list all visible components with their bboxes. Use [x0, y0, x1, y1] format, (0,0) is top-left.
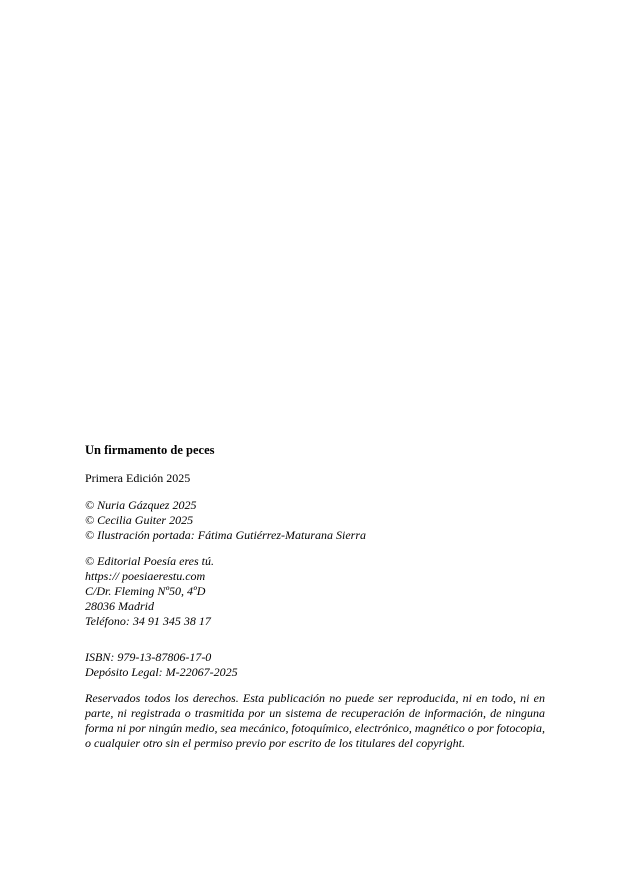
isbn-block: [85, 650, 545, 680]
publisher-name-line: © Editorial Poesía eres tú.: [85, 554, 214, 568]
book-title: Un firmamento de peces: [85, 443, 215, 457]
copyright-author-line: © Cecilia Guiter 2025: [85, 513, 194, 527]
colophon-text-block: [85, 443, 545, 751]
isbn-line: ISBN: 979-13-87806-17-0: [85, 650, 212, 664]
edition-line: Primera Edición 2025: [85, 471, 191, 485]
publisher-block: [85, 554, 545, 629]
copyright-author-line: © Nuria Gázquez 2025: [85, 498, 197, 512]
copyright-illustration-line: © Ilustración portada: Fátima Gutiérrez-Maturana Sierra: [85, 528, 366, 542]
copyright-block: [85, 498, 545, 543]
rights-reserved-paragraph: Reservados todos los derechos. Esta publicación no puede ser reproducida, ni en todo, ni en parte, ni registrada o trasmitida por un sistema de recuperación de información, de ninguna forma ni por ningún medio, sea mecánico, fotoquímico, electrónico, magnético o por fotocopia, o cualquier otro sin el permiso previo por escrito de los titulares del copyright.: [85, 691, 545, 750]
publisher-address-line: C/Dr. Fleming Nº50, 4ºD: [85, 584, 206, 598]
publisher-city-line: 28036 Madrid: [85, 599, 154, 613]
publisher-phone-line: Teléfono: 34 91 345 38 17: [85, 614, 211, 628]
legal-deposit-line: Depósito Legal: M-22067-2025: [85, 665, 238, 679]
publisher-url-line: https:// poesiaerestu.com: [85, 569, 206, 583]
